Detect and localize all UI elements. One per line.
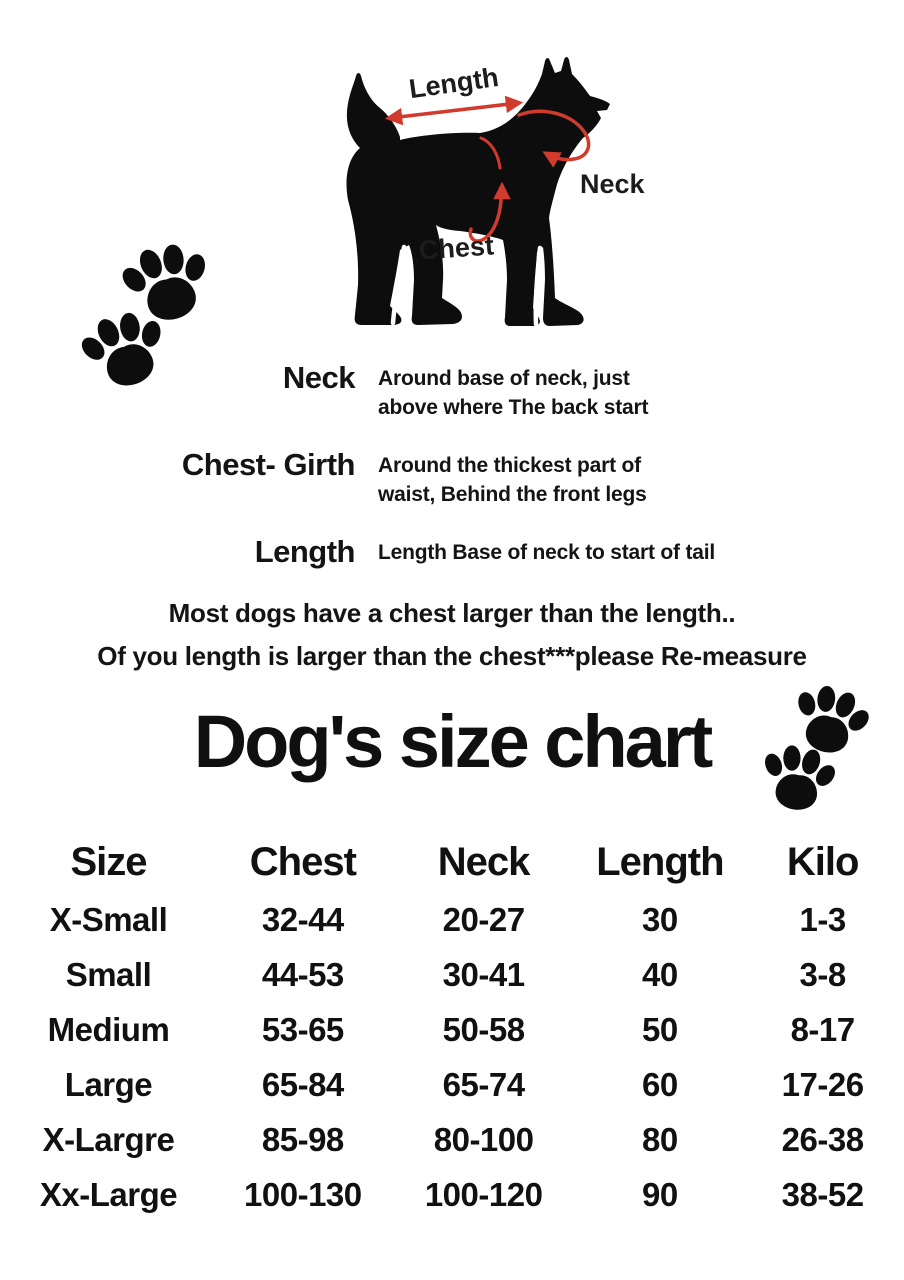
- table-cell: 40: [642, 955, 678, 993]
- paw-prints-right: [753, 678, 893, 828]
- table-cell: 30-41: [442, 955, 525, 993]
- table-cell: 85-98: [261, 1120, 344, 1158]
- table-cell: Medium: [47, 1010, 170, 1048]
- definition-line: Around the thickest part of: [378, 454, 641, 477]
- table-header-cell: Length: [596, 839, 724, 884]
- table-row: [0, 1112, 904, 1167]
- definition-description: [378, 534, 758, 570]
- table-cell: 65-84: [261, 1065, 344, 1103]
- dog-measurement-diagram: [300, 40, 660, 350]
- table-cell: 90: [642, 1175, 678, 1213]
- table-cell: 20-27: [442, 900, 525, 938]
- table-cell: 38-52: [781, 1175, 864, 1213]
- table-row: [0, 1002, 904, 1057]
- table-cell: 3-8: [799, 955, 846, 993]
- definition-description: [378, 447, 758, 509]
- table-row: [0, 947, 904, 1002]
- table-cell: 1-3: [799, 900, 846, 938]
- table-cell: 60: [642, 1065, 678, 1103]
- table-cell: Large: [64, 1065, 153, 1103]
- definition-term: Chest- Girth: [181, 447, 355, 482]
- table-cell: 44-53: [261, 955, 344, 993]
- definition-row: [0, 534, 904, 570]
- definition-row: [0, 447, 904, 509]
- chest-label: Chest: [417, 230, 495, 266]
- table-cell: X-Small: [49, 900, 168, 938]
- note-line: Most dogs have a chest larger than the length..: [168, 598, 736, 628]
- neck-label: Neck: [580, 169, 645, 199]
- dog-silhouette-icon: [347, 57, 611, 326]
- table-cell: 17-26: [781, 1065, 864, 1103]
- table-cell: 53-65: [261, 1010, 344, 1048]
- definition-row: [0, 360, 904, 422]
- size-table: [0, 832, 904, 1222]
- table-header-row: [0, 832, 904, 892]
- definition-term: Length: [254, 534, 355, 569]
- definition-line: waist, Behind the front legs: [378, 483, 647, 506]
- table-row: [0, 1057, 904, 1112]
- table-cell: 50: [642, 1010, 678, 1048]
- table-header-cell: Chest: [249, 839, 356, 884]
- table-cell: Xx-Large: [39, 1175, 178, 1213]
- table-cell: 32-44: [261, 900, 344, 938]
- table-cell: X-Largre: [42, 1120, 175, 1158]
- measurement-definitions: [0, 360, 904, 595]
- table-cell: 30: [642, 900, 678, 938]
- table-cell: 65-74: [442, 1065, 525, 1103]
- measure-notes: [0, 597, 904, 673]
- definition-line: Around base of neck, just: [378, 367, 630, 390]
- table-cell: 50-58: [442, 1010, 525, 1048]
- table-cell: 100-130: [244, 1175, 362, 1213]
- table-header-cell: Kilo: [786, 839, 859, 884]
- table-row: [0, 892, 904, 947]
- table-header-cell: Size: [70, 839, 147, 884]
- length-label: Length: [407, 61, 501, 105]
- definition-line: Length Base of neck to start of tail: [378, 541, 716, 564]
- table-cell: 80-100: [433, 1120, 534, 1158]
- table-cell: 100-120: [424, 1175, 543, 1213]
- table-cell: Small: [65, 955, 152, 993]
- table-row: [0, 1167, 904, 1222]
- paw-print-icon: [784, 678, 878, 761]
- length-arrow: [390, 103, 518, 118]
- table-cell: 80: [642, 1120, 678, 1158]
- table-cell: 8-17: [790, 1010, 855, 1048]
- definition-description: [378, 360, 758, 422]
- definition-term: Neck: [282, 360, 355, 395]
- page-title: Dog's size chart: [193, 700, 711, 783]
- table-header-cell: Neck: [437, 839, 530, 884]
- table-cell: 26-38: [781, 1120, 864, 1158]
- note-line: Of you length is larger than the chest***please Re-measure: [97, 641, 807, 671]
- definition-line: above where The back start: [378, 396, 649, 419]
